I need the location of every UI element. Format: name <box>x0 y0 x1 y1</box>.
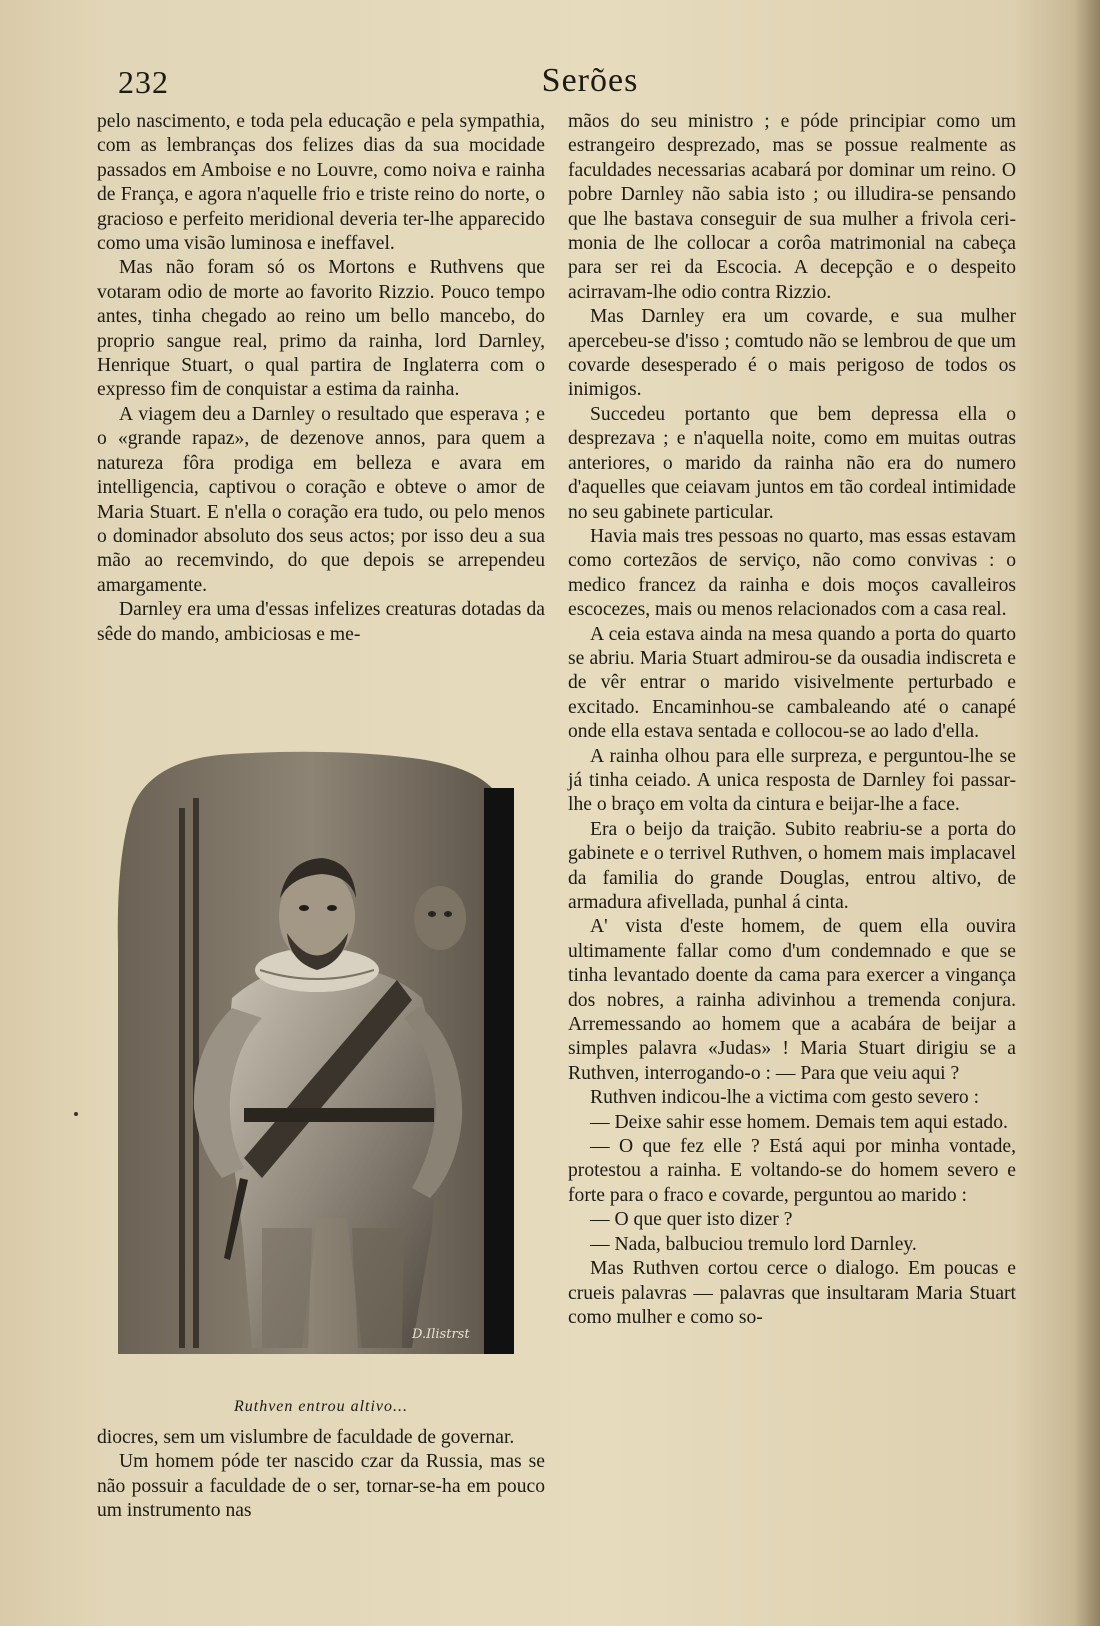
illustration-image <box>112 748 520 1356</box>
paragraph: — O que quer isto dizer ? <box>590 1209 793 1231</box>
paragraph: Havia mais tres pessoas no quarto, mas essas estavam como cortezãos de serviço, não como convivas : o medico francez da rainha e dois moços cavalleiros escocezes, mais ou menos relacionados com a casa real. <box>568 525 1016 621</box>
paragraph: — Deixe sahir esse homem. Demais tem aqui estado. <box>590 1111 1008 1133</box>
journal-title: Serões <box>541 62 639 99</box>
page-edge-shadow <box>1074 0 1100 1626</box>
ink-speck <box>74 1112 78 1116</box>
paragraph: A viagem deu a Darnley o resultado que esperava ; e o «grande rapaz», de dezenove annos, para quem a natureza fôra prodiga em belleza e avara em intelligencia, captivou o coração e obteve o amor de Maria Stuart. E n'ella o coração era tudo, ou pelo menos o dominador absoluto dos seus actos; por isso deu a sua mão ao recemvindo, do que depois se arrependeu amargamente. <box>97 403 545 596</box>
paragraph: Mas não foram só os Mortons e Ruthvens que votaram odio de morte ao favorito Rizzio. Pouco tempo antes, tinha chegado ao reino um bello mancebo, do proprio sangue real, primo da rainha, lord Darnley, Henrique Stuart, o qual partira de Inglaterra com o expresso fim de conquistar a estima da rainha. <box>97 257 545 401</box>
illustration-signature: D.Ilistrst <box>412 1327 470 1342</box>
paragraph: Ruthven indicou-lhe a victima com gesto severo : <box>590 1087 980 1109</box>
paragraph: Era o beijo da traição. Subito reabriu-se a porta do gabinete e o terrivel Ruthven, o homem mais implacavel da familia do grande Douglas, entrou altivo, de armadura afivellada, punhal á cinta. <box>568 818 1016 913</box>
paragraph: A' vista d'este homem, de quem ella ouvira ultimamente fallar como d'um condemnado e que se tinha levantado doente da cama para exercer a vingança dos nobres, a rainha adivinhou a tremenda conjura. Arremessando ao homem que a acabára de beijar a simples palavra «Judas» ! Maria Stuart dirigiu se a Ruthven, interrogando-o : — Para que veiu aqui ? <box>568 916 1016 1084</box>
paragraph: diocres, sem um vislumbre de faculdade de governar. <box>97 1427 515 1448</box>
paragraph: Succedeu portanto que bem depressa ella o desprezava ; e n'aquella noite, como em muitas outras anteriores, o marido da rainha não era do numero d'aquelles que ceiavam juntos em tão cordeal intimidade no seu gabinete particular. <box>568 403 1016 523</box>
paragraph: — O que fez elle ? Está aqui por minha vontade, protestou a rainha. E voltando-se do homem severo e forte para o fraco e covarde, perguntou ao marido : <box>568 1136 1016 1206</box>
paragraph: Mas Darnley era um covarde, e sua mulher apercebeu-se d'isso ; comtudo não se lembrou de que um covarde desesperado é o mais perigoso de todos os inimigos. <box>568 306 1016 401</box>
paragraph: mãos do seu ministro ; e póde principiar como um estrangeiro desprezado, mas se possue realmente as faculdades necessarias acabará por dominar um reino. O pobre Darnley não sabia isto ; ou illudira-se pensando que lhe bastava conseguir de sua mulher a frivola ceri-monia de lhe collocar a corôa matrimonial na cabeça para ser rei da Escocia. A decepção e o despeito acirravam-lhe odio contra Rizzio. <box>568 111 1016 303</box>
paragraph: Mas Ruthven cortou cerce o dialogo. Em poucas e crueis palavras — palavras que insultaram Maria Stuart como mulher e como so- <box>568 1258 1016 1328</box>
left-column-continuation <box>97 1426 545 1524</box>
paragraph: — Nada, balbuciou tremulo lord Darnley. <box>590 1233 917 1255</box>
paragraph: A rainha olhou para elle surpreza, e perguntou-lhe se já tinha ceiado. A unica resposta de Darnley foi passar-lhe o braço em volta da cintura e beijar-lhe a face. <box>568 745 1016 816</box>
right-column <box>568 110 1016 1330</box>
paragraph: Darnley era uma d'essas infelizes creaturas dotadas da sêde do mando, ambiciosas e me- <box>97 599 545 645</box>
page-header <box>110 62 990 112</box>
paragraph: Um homem póde ter nascido czar da Russia, mas se não possuir a faculdade de o ser, tornar-se-ha em pouco um instrumento nas <box>97 1451 545 1522</box>
illustration-ruthven <box>112 748 520 1356</box>
figure-caption: Ruthven entrou altivo... <box>233 1398 409 1415</box>
page-number: 232 <box>118 64 169 100</box>
paragraph: A ceia estava ainda na mesa quando a porta do quarto se abriu. Maria Stuart admirou-se da ousadia indiscreta e de vêr entrar o marido visivelmente perturbado e excitado. Encaminhou-se cambaleando até o canapé onde ella estava sentada e collocou-se ao lado d'ella. <box>568 623 1016 743</box>
paragraph: pelo nascimento, e toda pela educação e pela sympathia, com as lembranças dos felizes dias da sua mocidade passados em Amboise e no Louvre, como noiva e rainha de França, e agora n'aquelle frio e triste reino do norte, o gracioso e perfeito meridional deveria ter-lhe apparecido como uma visão luminosa e ineffavel. <box>97 111 545 255</box>
